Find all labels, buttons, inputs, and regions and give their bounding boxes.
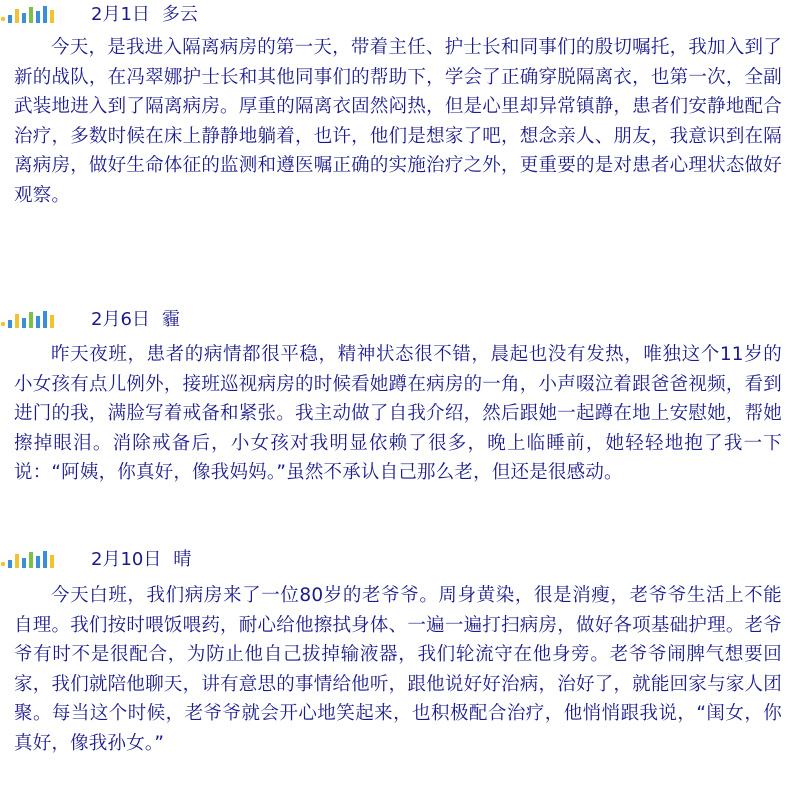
diary-entry [0,305,800,488]
entry-header [0,0,800,30]
entry-weather: 霾 [161,309,180,330]
entry-header [0,545,800,575]
entry-date-text: 2月6日 [91,309,150,330]
entry-weather: 多云 [161,4,198,25]
bar-chart-icon [0,551,60,569]
entry-header [0,305,800,335]
entry-body: 今天，是我进入隔离病房的第一天，带着主任、护士长和同事们的殷切嘱托，我加入到了新的战队，在冯翠娜护士长和其他同事们的帮助下，学会了正确穿脱隔离衣，也第一次，全副武装地进入到了隔离病房。厚重的隔离衣固然闷热，但是心里却异常镇静，患者们安静地配合治疗，多数时候在床上静静地躺着，也许，他们是想家了吧，想念亲人、朋友，我意识到在隔离病房，做好生命体征的监测和遵医嘱正确的实施治疗之外，更重要的是对患者心理状态做好观察。 [14,37,782,206]
diary-entry [0,0,800,211]
bar-chart-icon [0,6,60,24]
entry-date [91,308,180,332]
entry-body: 昨天夜班，患者的病情都很平稳，精神状态很不错，晨起也没有发热，唯独这个11岁的小女孩有点儿例外，接班巡视病房的时候看她蹲在病房的一角，小声啜泣着跟爸爸视频，看到进门的我，满脸写着戒备和紧张。我主动做了自我介绍，然后跟她一起蹲在地上安慰她，帮她擦掉眼泪。消除戒备后，小女孩对我明显依赖了很多，晚上临睡前，她轻轻地抱了我一下说：“阿姨，你真好，像我妈妈。”虽然不承认自己那么老，但还是很感动。 [14,344,783,484]
diary-entry [0,545,800,759]
entry-weather: 晴 [173,549,192,570]
entry-date [91,548,191,572]
entry-date-text: 2月10日 [91,549,162,570]
entry-date-text: 2月1日 [91,4,150,25]
entry-body: 今天白班，我们病房来了一位80岁的老爷爷。周身黄染，很是消瘦，老爷爷生活上不能自理。我们按时喂饭喂药，耐心给他擦拭身体、一遍一遍打扫病房，做好各项基础护理。老爷爷有时不是很配合，为防止他自己拔掉输液器，我们轮流守在他身旁。老爷爷闹脾气想要回家，我们就陪他聊天，讲有意思的事情给他听，跟他说好好治病，治好了，就能回家与家人团聚。每当这个时候，老爷爷就会开心地笑起来，也积极配合治疗，他悄悄跟我说，“闺女，你真好，像我孙女。” [14,585,782,754]
entry-date [91,3,198,27]
bar-chart-icon [0,311,60,329]
